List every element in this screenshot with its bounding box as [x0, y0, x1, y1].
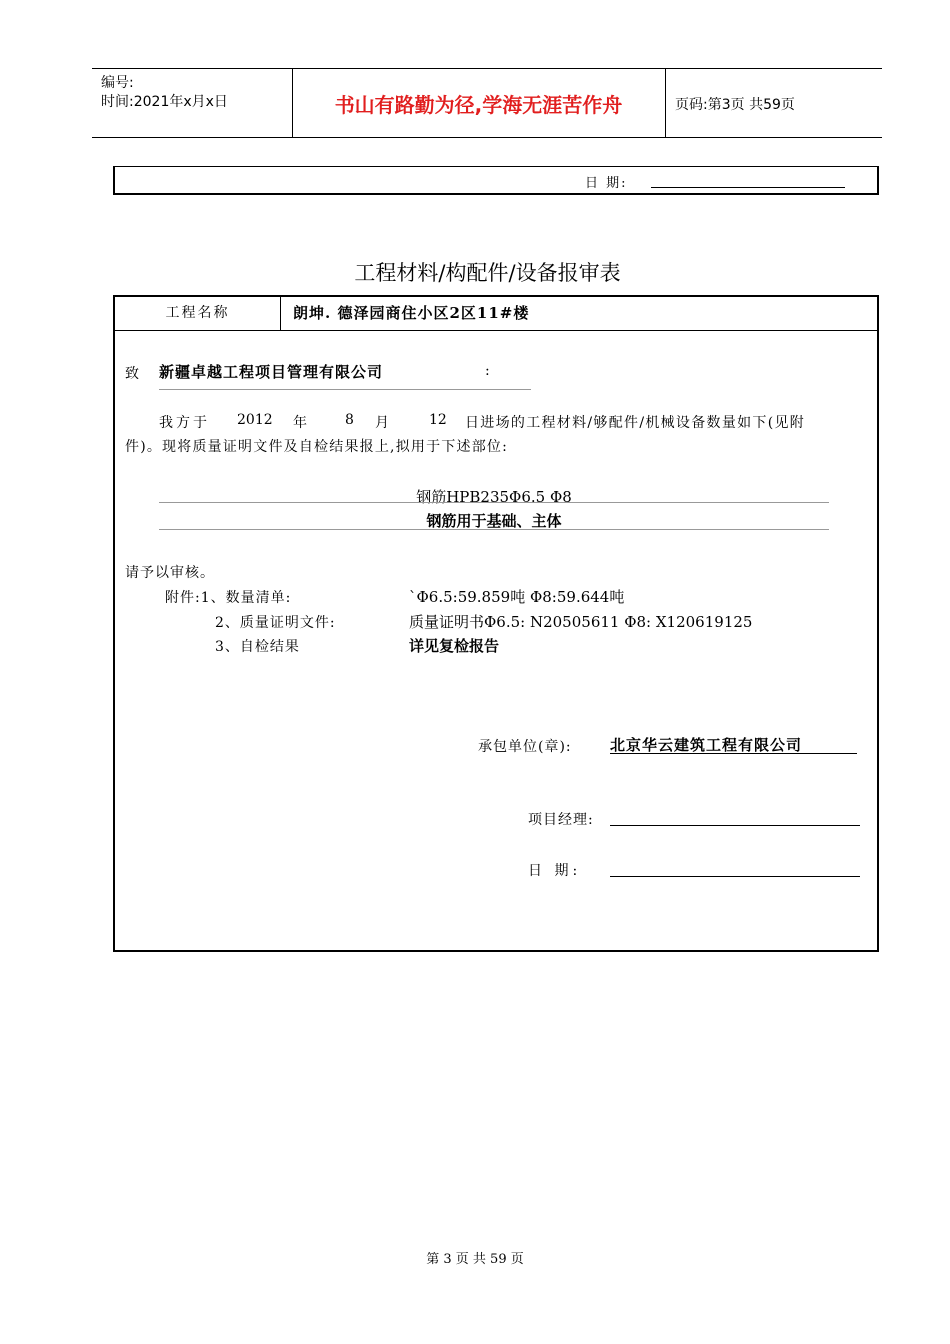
- header-motto: 书山有路勤为径,学海无涯苦作舟: [334, 93, 623, 117]
- attachment-inspection-value: 详见复检报告: [409, 637, 500, 655]
- attachment-certificate-label: 2、质量证明文件:: [215, 615, 336, 631]
- material-spec: 钢筋HPB235Φ6.5 Φ8: [416, 488, 572, 506]
- recipient-colon: :: [485, 363, 490, 379]
- contractor-name: 北京华云建筑工程有限公司: [610, 736, 803, 754]
- previous-date-field[interactable]: [651, 187, 845, 188]
- material-underline: [159, 502, 829, 503]
- project-manager-field[interactable]: [610, 825, 860, 826]
- intro-line-2: 件)。现将质量证明文件及自检结果报上,拟用于下述部位:: [125, 439, 509, 455]
- entry-year: 2012: [237, 412, 273, 428]
- material-usage-underline: [159, 529, 829, 530]
- document-time-label: 时间:2021年x月x日: [101, 94, 228, 110]
- attachment-quantity-label: 附件:1、数量清单:: [165, 590, 292, 606]
- material-usage: 钢筋用于基础、主体: [426, 512, 562, 530]
- entry-month-unit: 月: [375, 415, 389, 431]
- project-manager-label: 项目经理:: [528, 812, 594, 828]
- attachment-certificate-value: 质量证明书Φ6.5: N20505611 Φ8: X120619125: [409, 613, 753, 631]
- header-page-number: 页码:第3页 共59页: [675, 97, 795, 113]
- page-header: [92, 68, 882, 138]
- previous-date-label: 日 期:: [585, 176, 628, 191]
- intro-prefix: 我方于: [159, 415, 210, 431]
- request-review: 请予以审核。: [125, 565, 215, 581]
- form-title: 工程材料/构配件/设备报审表: [354, 261, 621, 285]
- intro-suffix: 日进场的工程材料/够配件/机械设备数量如下(见附: [465, 415, 806, 431]
- previous-form-fragment: [113, 166, 879, 195]
- project-name-value: 朗坤. 德泽园商住小区2区11#楼: [281, 297, 877, 331]
- contractor-underline: [610, 753, 857, 754]
- attachment-quantity-value: `Φ6.5:59.859吨 Φ8:59.644吨: [409, 588, 625, 606]
- project-name-label: 工程名称: [115, 297, 281, 331]
- attachment-inspection-label: 3、自检结果: [215, 639, 300, 655]
- to-label: 致: [125, 366, 139, 382]
- entry-month: 8: [345, 412, 354, 428]
- recipient-name: 新疆卓越工程项目管理有限公司: [159, 363, 384, 381]
- date-label: 日 期:: [528, 863, 582, 879]
- header-divider: [665, 69, 666, 137]
- recipient-underline: [159, 389, 531, 390]
- document-number-label: 编号:: [101, 75, 134, 91]
- entry-day: 12: [429, 412, 447, 428]
- date-field[interactable]: [610, 876, 860, 877]
- approval-form: [113, 295, 879, 952]
- contractor-label: 承包单位(章):: [478, 739, 572, 755]
- entry-year-unit: 年: [293, 415, 307, 431]
- page-footer: 第 3 页 共 59 页: [426, 1252, 524, 1267]
